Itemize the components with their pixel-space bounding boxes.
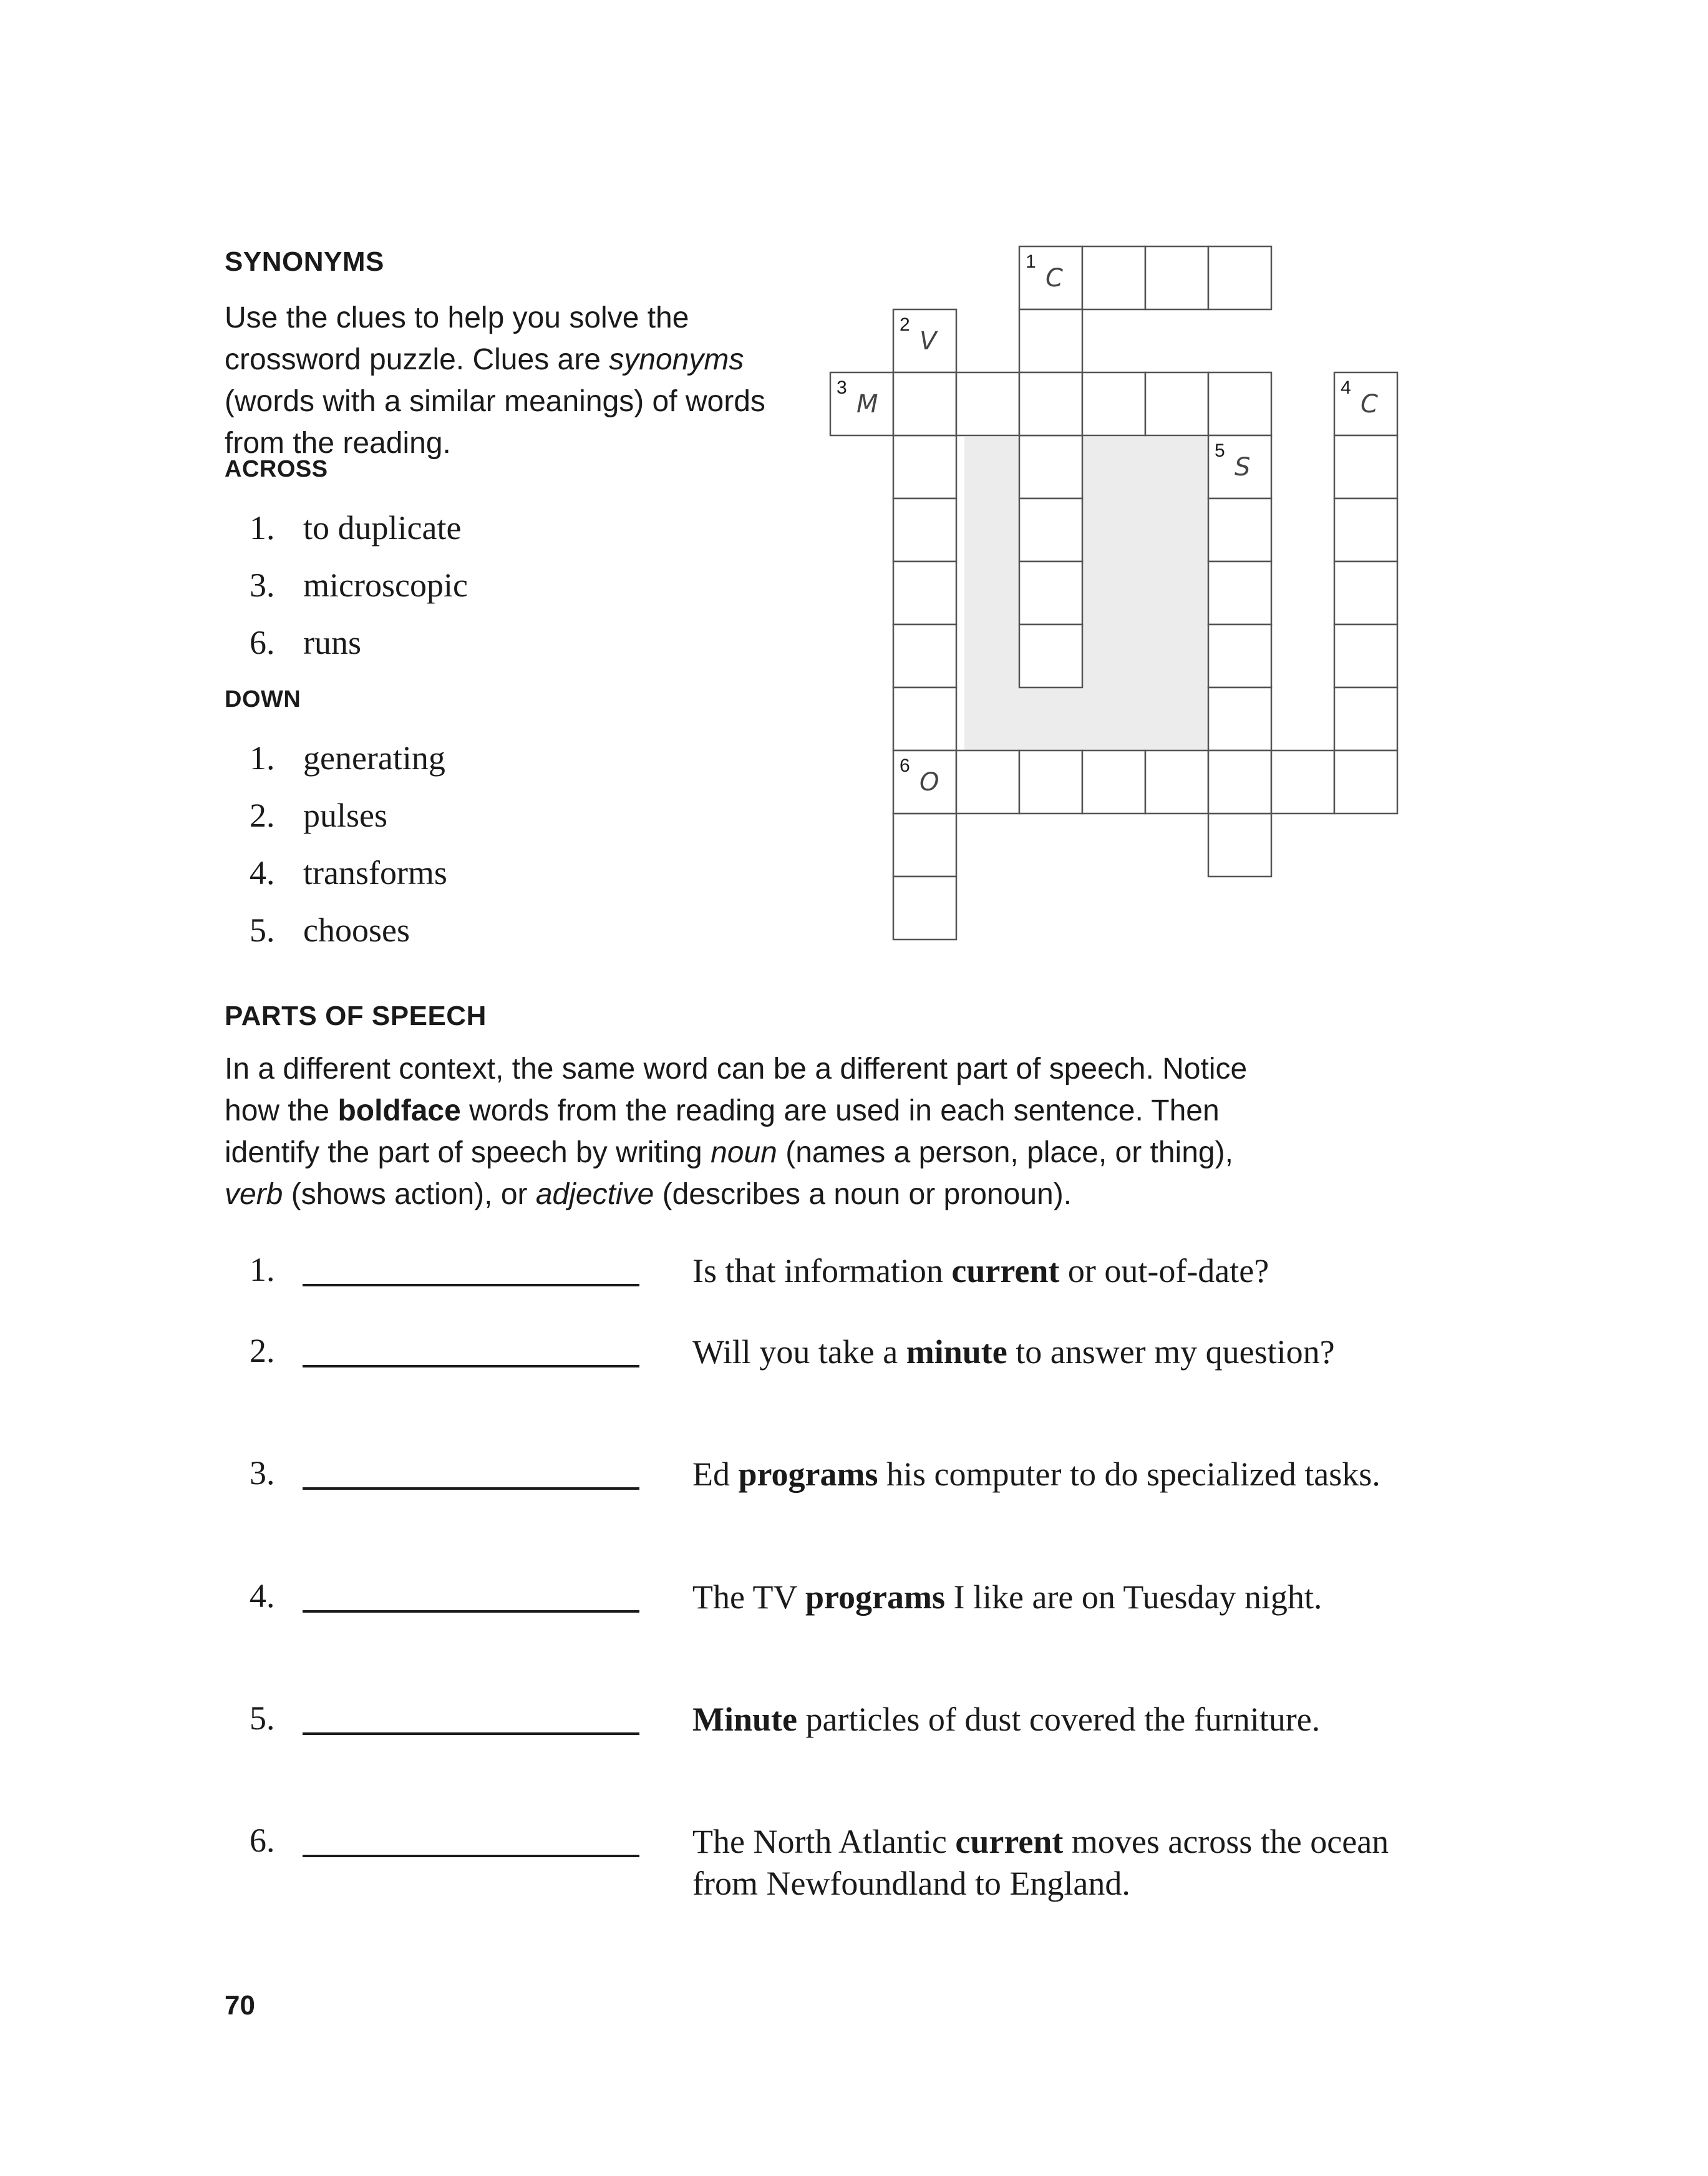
- item-number: 5.: [250, 1699, 275, 1737]
- crossword-cell[interactable]: [1208, 372, 1271, 435]
- crossword-cell[interactable]: [956, 750, 1019, 814]
- answer-blank[interactable]: [303, 1250, 639, 1286]
- start-letter: C: [1046, 264, 1063, 293]
- start-letter: O: [920, 768, 939, 797]
- down-clues: [250, 729, 447, 959]
- down-heading: DOWN: [225, 686, 301, 712]
- crossword-cell[interactable]: [893, 372, 956, 435]
- item-number: 1.: [250, 1251, 275, 1288]
- page-number: 70: [225, 1990, 255, 2021]
- crossword-cell[interactable]: [1145, 750, 1208, 814]
- synonyms-instructions: Use the clues to help you solve the crossword puzzle. Clues are synonyms (words with a similar meanings) of words from the reading.: [225, 301, 765, 460]
- item-sentence: The North Atlantic current moves across the ocean from Newfoundland to England.: [692, 1823, 1389, 1902]
- item-sentence: Ed programs his computer to do specialized tasks.: [692, 1455, 1380, 1493]
- crossword-cell[interactable]: [893, 561, 956, 624]
- item-number: 2.: [250, 1332, 275, 1369]
- item-sentence: Will you take a minute to answer my question?: [692, 1333, 1335, 1371]
- crossword-cell[interactable]: [1082, 750, 1145, 814]
- crossword-cell[interactable]: [1208, 561, 1271, 624]
- clue-number: 5: [1215, 440, 1225, 461]
- crossword-cell[interactable]: [1334, 750, 1397, 814]
- crossword-cell[interactable]: [893, 877, 956, 940]
- across-heading: ACROSS: [225, 456, 328, 482]
- crossword-cell[interactable]: [1334, 435, 1397, 498]
- crossword-cell[interactable]: [1334, 498, 1397, 561]
- crossword-cell[interactable]: [1019, 372, 1082, 435]
- crossword-cell[interactable]: [1208, 687, 1271, 750]
- across-clue: 6. runs: [250, 624, 361, 661]
- item-sentence: The TV programs I like are on Tuesday night.: [692, 1578, 1322, 1616]
- item-number: 6.: [250, 1822, 275, 1859]
- answer-blank[interactable]: [303, 1699, 639, 1735]
- crossword-cell[interactable]: [1019, 435, 1082, 498]
- crossword-cell[interactable]: [1208, 624, 1271, 687]
- crossword-cell[interactable]: [1019, 309, 1082, 372]
- item-number: 3.: [250, 1454, 275, 1492]
- crossword-cell[interactable]: [1208, 498, 1271, 561]
- parts-of-speech-instructions: In a different context, the same word can be a different part of speech. Notice how the boldface words from the reading are used in each sentence. Then identify the part of speech by writing noun (names a person, place, or thing), verb (shows action), or adjective (describes a noun or pronoun).: [225, 1052, 1248, 1211]
- item-number: 4.: [250, 1577, 275, 1615]
- across-clue: 3. microscopic: [250, 566, 468, 604]
- crossword-cell[interactable]: [1145, 246, 1208, 309]
- answer-blank[interactable]: [303, 1576, 639, 1613]
- crossword-cell[interactable]: [893, 687, 956, 750]
- crossword-cell[interactable]: [1082, 246, 1145, 309]
- start-letter: S: [1235, 453, 1251, 482]
- crossword-cell[interactable]: [956, 372, 1019, 435]
- answer-blank[interactable]: [303, 1454, 639, 1490]
- crossword-cell[interactable]: [1208, 750, 1271, 814]
- crossword-cell[interactable]: [893, 814, 956, 877]
- start-letter: M: [856, 390, 878, 419]
- crossword-cell[interactable]: [1019, 561, 1082, 624]
- down-clue: 2. pulses: [250, 797, 387, 834]
- down-clue: 4. transforms: [250, 854, 447, 891]
- start-letter: C: [1361, 390, 1378, 419]
- item-sentence: Minute particles of dust covered the furniture.: [692, 1701, 1321, 1738]
- crossword-cell[interactable]: [1208, 814, 1271, 877]
- clue-number: 3: [837, 377, 847, 398]
- crossword-cell[interactable]: [1334, 624, 1397, 687]
- answer-blank[interactable]: [303, 1821, 639, 1857]
- crossword-cell[interactable]: [1082, 372, 1145, 435]
- down-clue: 1. generating: [250, 739, 445, 777]
- across-clues: [250, 499, 468, 671]
- crossword-cell[interactable]: [1334, 561, 1397, 624]
- crossword-cell[interactable]: [1019, 498, 1082, 561]
- crossword-cell[interactable]: [1019, 750, 1082, 814]
- parts-of-speech-heading: PARTS OF SPEECH: [225, 1001, 487, 1031]
- clue-number: 2: [900, 314, 910, 335]
- start-letter: V: [920, 327, 937, 356]
- crossword-cell[interactable]: [893, 498, 956, 561]
- clue-number: 6: [900, 755, 910, 776]
- across-clue: 1. to duplicate: [250, 509, 462, 546]
- crossword-cell[interactable]: [1334, 687, 1397, 750]
- crossword-cell[interactable]: [1208, 246, 1271, 309]
- clue-number: 4: [1341, 377, 1351, 398]
- synonyms-heading: SYNONYMS: [225, 246, 384, 277]
- item-sentence: Is that information current or out-of-date?: [692, 1252, 1269, 1290]
- crossword-cell[interactable]: [893, 624, 956, 687]
- crossword-cell[interactable]: [1019, 624, 1082, 687]
- crossword-cell[interactable]: [1145, 372, 1208, 435]
- answer-blank[interactable]: [303, 1331, 639, 1367]
- shaded-block: [964, 437, 1217, 752]
- clue-number: 1: [1026, 251, 1036, 272]
- crossword-cell[interactable]: [893, 435, 956, 498]
- crossword-cell[interactable]: [1271, 750, 1334, 814]
- down-clue: 5. chooses: [250, 911, 410, 949]
